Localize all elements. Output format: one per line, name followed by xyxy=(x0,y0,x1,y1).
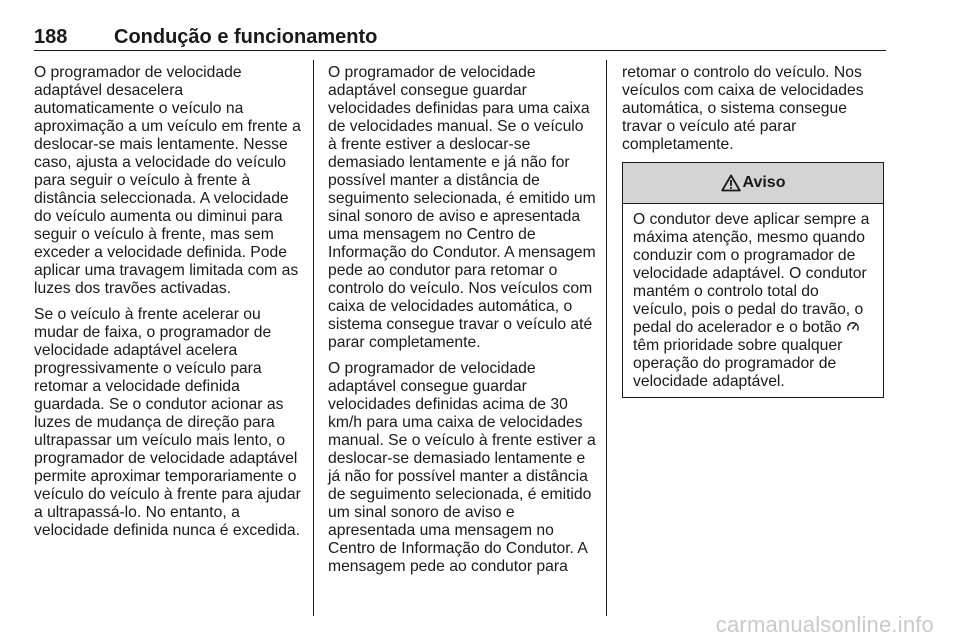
paragraph: Se o veículo à frente acelerar ou mudar de faixa, o programador de velocidade adaptável acelera progressivamente o veículo para retomar a velocidade definida guardada. Se o condutor acionar as luzes de mudança de direção para ultrapassar um veículo mais lento, o programador de velocidade adaptável permite aproximar temporariamente o veículo do veículo à frente para ajudar a ultrapassá-lo. No entanto, a velocidade definida nunca é excedida. xyxy=(34,306,301,539)
warning-box xyxy=(622,162,884,398)
warning-text: têm prioridade sobre qualquer operação do programador de velocidade adaptável. xyxy=(633,337,843,390)
column-divider xyxy=(606,60,607,616)
warning-title: Aviso xyxy=(742,174,786,191)
warning-triangle-icon xyxy=(721,174,741,192)
warning-header xyxy=(623,163,883,204)
cruise-control-icon xyxy=(846,320,860,334)
warning-text: O condutor deve aplicar sempre a máxima atenção, mesmo quando conduzir com o programador de velocidade adaptável. O condutor mantém o controlo total do veículo, pois o pedal do travão, o pedal do acelerador e o botão xyxy=(633,211,870,336)
text-column-2 xyxy=(328,64,596,584)
paragraph: O programador de velocidade adaptável desacelera automaticamente o veículo na aproximação a um veículo em frente a deslocar-se mais lentamente. Nesse caso, ajusta a velocidade do veículo para seguir o veículo à frente à distância seleccionada. A velocidade do veículo aumenta ou diminui para seguir o veículo à frente, mas sem exceder a velocidade definida. Pode aplicar uma travagem limitada com as luzes dos travões activadas. xyxy=(34,64,301,297)
text-column-3 xyxy=(622,64,886,162)
paragraph: retomar o controlo do veículo. Nos veículos com caixa de velocidades automática, o sistema consegue travar o veículo até parar completamente. xyxy=(622,64,864,153)
page-number: 188 xyxy=(34,26,68,48)
watermark: carmanualsonline.info xyxy=(715,612,934,637)
paragraph: O programador de velocidade adaptável consegue guardar velocidades definidas para uma caixa de velocidades manual. Se o veículo à frente estiver a deslocar-se demasiado lentamente e já não for possível manter a distância de seguimento selecionada, é emitido um sinal sonoro de aviso e apresentada uma mensagem no Centro de Informação do Condutor. A mensagem pede ao condutor para retomar o controlo do veículo. Nos veículos com caixa de velocidades automática, o sistema consegue travar o veículo até parar completamente. xyxy=(328,64,596,351)
page-title: Condução e funcionamento xyxy=(114,26,378,48)
page-header xyxy=(34,24,886,51)
text-column-1 xyxy=(34,64,302,548)
warning-body xyxy=(623,204,883,391)
paragraph: O programador de velocidade adaptável consegue guardar velocidades definidas acima de 30 km/h para uma caixa de velocidades manual. Se o veículo à frente estiver a deslocar-se demasiado lentamente e já não for possível manter a distância de seguimento selecionada, é emitido um sinal sonoro de aviso e apresentada uma mensagem no Centro de Informação do Condutor. A mensagem pede ao condutor para xyxy=(328,360,596,575)
column-divider xyxy=(313,60,314,616)
